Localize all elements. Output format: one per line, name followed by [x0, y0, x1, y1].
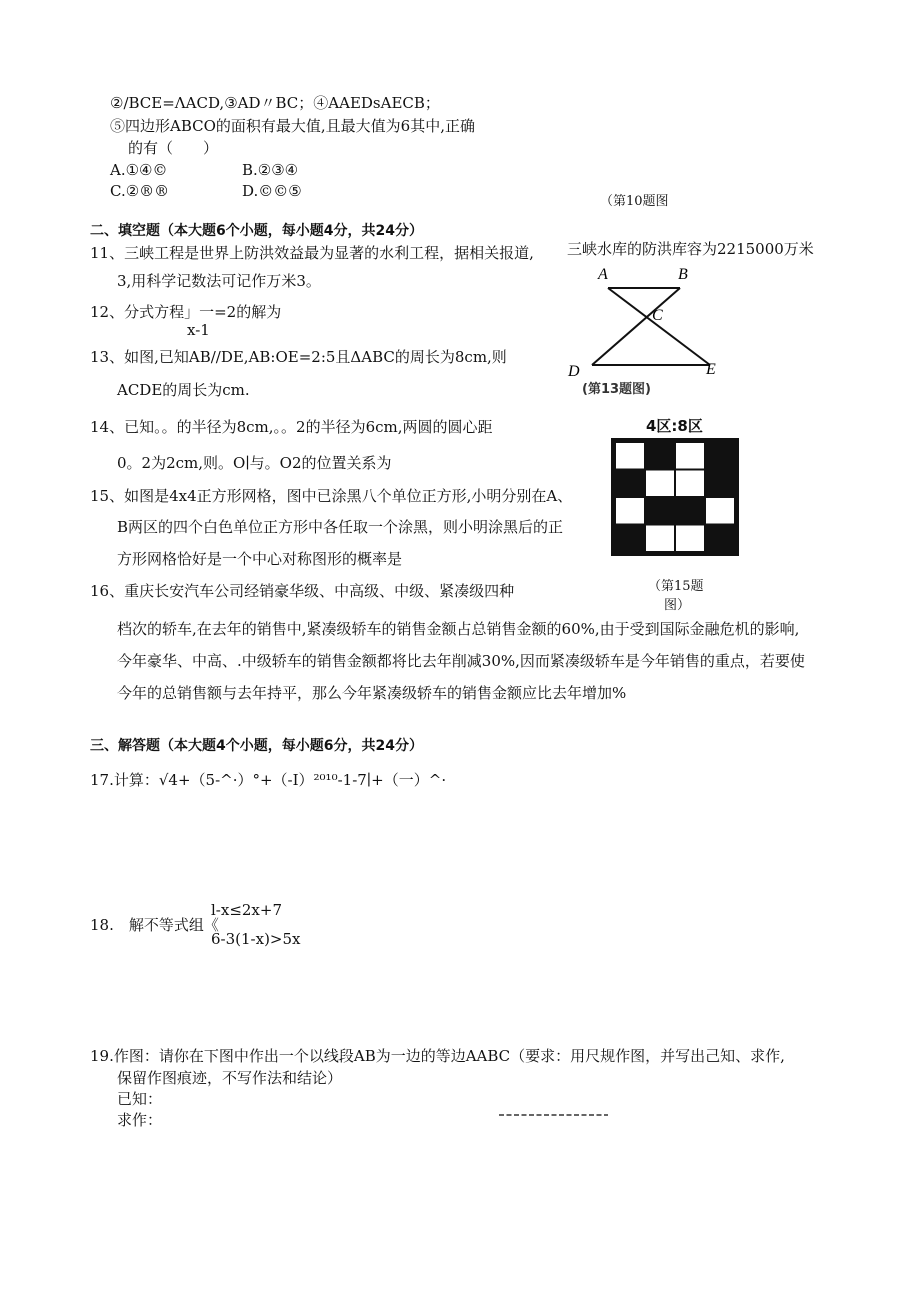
q13-line1: 13、如图,已知AB//DE,AB:OE=2:5且ΔABC的周长为8cm,则: [90, 348, 507, 366]
q13-figure-caption: (第13题图): [582, 382, 651, 397]
q16-line2: 档次的轿车,在去年的销售中,紧凑级轿车的销售金额占总销售金额的60%,由于受到国际金融危机的影响,: [117, 620, 800, 638]
q15-grid-cell: [645, 497, 675, 525]
q13-figure: [560, 262, 730, 400]
q15-line1: 15、如图是4x4正方形网格，图中已涂黑八个单位正方形,小明分别在A、: [90, 487, 573, 505]
q10-line1: ②/BCE=ΛACD,③AD〃BC；④AAEDsAECB；: [110, 94, 440, 112]
q13-label-d: D: [568, 363, 580, 380]
q15-grid-cell: [675, 442, 705, 470]
q15-figure-caption-1: （第15题: [648, 579, 704, 594]
q10-line3: 的有（ ）: [128, 139, 219, 157]
q15-grid-cell: [645, 470, 675, 498]
q15-figure-caption-2: 图）: [664, 598, 691, 613]
q15-grid-cell: [645, 442, 675, 470]
q10-option-d: D.©©⑤: [242, 182, 302, 200]
q15-grid-cell: [705, 497, 735, 525]
q18-inequality-2: 6-3(1-x)>5x: [211, 930, 301, 948]
q19-find-label: 求作：: [117, 1111, 163, 1129]
q15-line3: 方形网格恰好是一个中心对称图形的概率是: [117, 550, 403, 568]
q10-line2: ⑤四边形ABCO的面积有最大值,且最大值为6其中,正确: [110, 117, 475, 135]
q16-line4: 今年的总销售额与去年持平，那么今年紧凑级轿车的销售金额应比去年增加%: [117, 684, 627, 702]
q15-grid-cell: [675, 525, 705, 553]
q15-line2: B两区的四个白色单位正方形中各任取一个涂黑，则小明涂黑后的正: [117, 518, 564, 536]
q12-denominator: x-1: [187, 321, 210, 339]
q13-segment-bd: [592, 288, 680, 365]
q15-grid-cell: [615, 470, 645, 498]
q12-line1: 12、分式方程」一=2的解为: [90, 303, 282, 321]
q13-line2: ACDE的周长为cm.: [117, 381, 250, 399]
q16-line3: 今年豪华、中高、.中级轿车的销售金额都将比去年削减30%,因而紧凑级轿车是今年销售的重点，若要使: [117, 652, 805, 670]
q18-inequality-1: l-x≤2x+7: [211, 901, 283, 919]
q18-label: 18. 解不等式组《: [90, 916, 219, 934]
q15-grid-cell: [615, 525, 645, 553]
q13-label-a: A: [598, 266, 608, 283]
q11-line1: 11、三峡工程是世界上防洪效益最为显著的水利工程，据相关报道,: [90, 244, 534, 262]
q14-line2: 0。2为2cm,则。O∣与。O2的位置关系为: [117, 454, 392, 472]
q19-segment-ab: [498, 1112, 610, 1118]
q19-known-label: 已知：: [117, 1090, 163, 1108]
q17-expression: 17.计算：√4+（5-^·）°+（-I）²⁰¹⁰-1-7∣+（一）^·: [90, 771, 447, 789]
q10-option-a: A.①④©: [110, 161, 168, 179]
section-3-title: 三、解答题（本大题4个小题，每小题6分，共24分）: [90, 738, 423, 754]
q19-line2: 保留作图痕迹，不写作法和结论）: [117, 1069, 343, 1087]
q15-grid-cell: [645, 525, 675, 553]
q15-grid-cell: [675, 470, 705, 498]
q14-line1: 14、已知。。的半径为8cm,。。2的半径为6cm,两圆的圆心距: [90, 418, 493, 436]
q13-segment-ae: [608, 288, 710, 365]
q10-option-c: C.②®®: [110, 182, 170, 200]
q11-line1-continued: 三峡水库的防洪库容为2215000万米: [567, 240, 814, 258]
q10-figure-caption: （第10题图: [600, 194, 669, 209]
section-2-title: 二、填空题（本大题6个小题，每小题4分，共24分）: [90, 223, 423, 239]
q15-grid-cell: [615, 442, 645, 470]
q13-label-e: E: [706, 361, 716, 378]
q13-label-c: C: [652, 307, 663, 324]
q15-grid-cell: [705, 470, 735, 498]
q15-grid-figure: [610, 437, 740, 557]
q15-figure-header: 4区:8区: [646, 417, 703, 435]
q15-grid-cell: [615, 497, 645, 525]
q15-grid-cell: [705, 525, 735, 553]
q19-line1: 19.作图：请你在下图中作出一个以线段AB为一边的等边AABC（要求：用尺规作图，并写出己知、求作,: [90, 1047, 785, 1065]
q16-line1: 16、重庆长安汽车公司经销豪华级、中高级、中级、紧凑级四种: [90, 582, 515, 600]
q10-option-b: B.②③④: [242, 161, 299, 179]
q13-label-b: B: [678, 266, 688, 283]
q15-grid-cell: [705, 442, 735, 470]
q15-grid-cell: [675, 497, 705, 525]
q15-grid-cells: [615, 442, 735, 552]
q11-line2: 3,用科学记数法可记作万米3。: [117, 272, 321, 290]
